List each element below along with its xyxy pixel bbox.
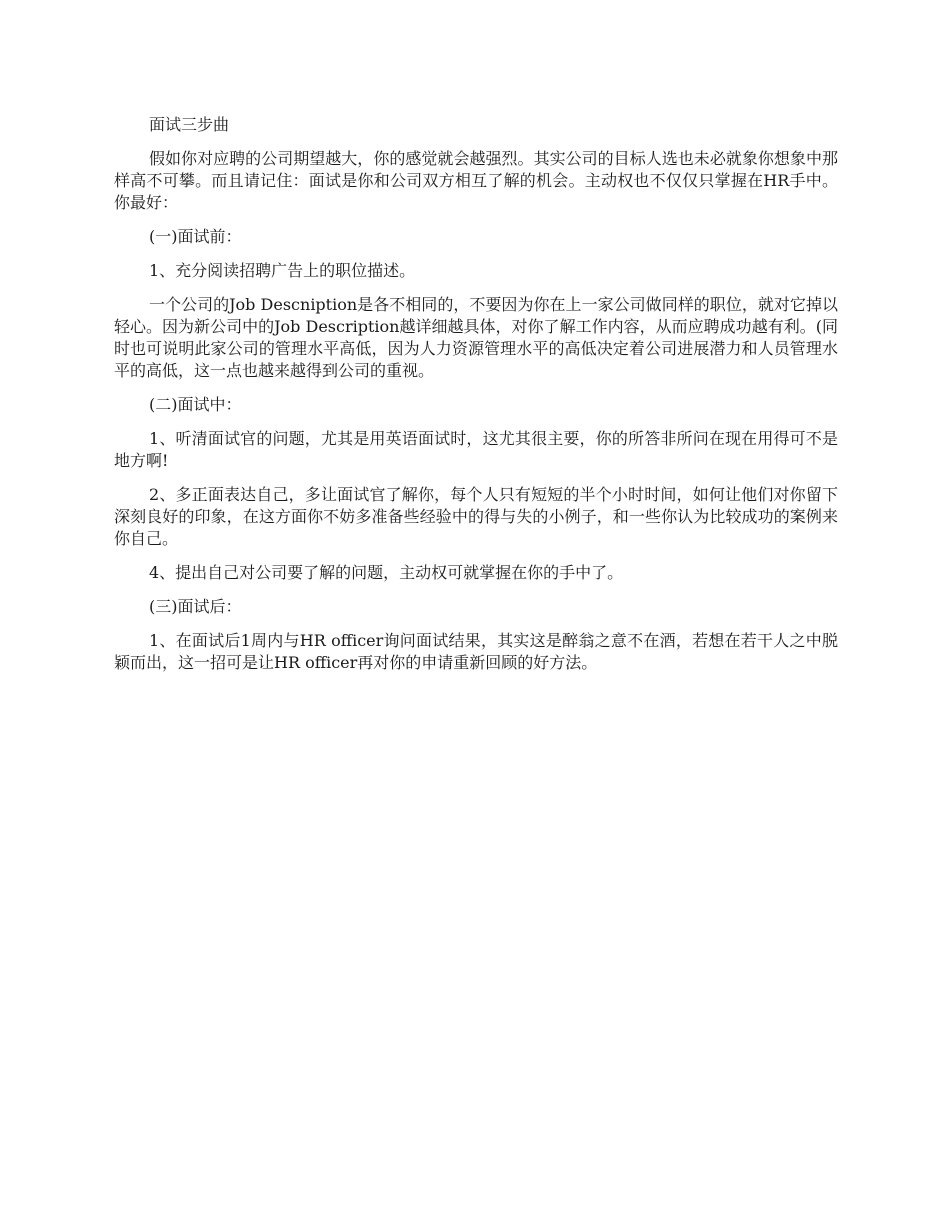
during-item-2: 2、多正面表达自己，多让面试官了解你，每个人只有短短的半个小时时间，如何让他们对你留下深刻良好的印象，在这方面你不妨多准备些经验中的得与失的小例子，和一些你认为比较成功的案例来你自己。 — [114, 485, 838, 548]
before-item-1: 1、充分阅读招聘广告上的职位描述。 — [149, 261, 416, 280]
section-heading-after: (三)面试后： — [149, 597, 242, 616]
intro-paragraph: 假如你对应聘的公司期望越大，你的感觉就会越强烈。其实公司的目标人选也未必就象你想象中那样高不可攀。而且请记住：面试是你和公司双方相互了解的机会。主动权也不仅仅只掌握在HR手中。你最好： — [114, 149, 838, 212]
during-item-1: 1、听清面试官的问题，尤其是用英语面试时，这尤其很主要，你的所答非所问在现在用得可不是地方啊! — [114, 429, 838, 470]
document-title: 面试三步曲 — [149, 115, 230, 134]
after-item-1: 1、在面试后1周内与HR officer询问面试结果，其实这是醉翁之意不在酒，若想在若干人之中脱颖而出，这一招可是让HR officer再对你的申请重新回顾的好方法。 — [114, 631, 838, 672]
section-heading-during: (二)面试中： — [149, 395, 242, 414]
before-item-1-detail: 一个公司的Job Descniption是各不相同的，不要因为你在上一家公司做同样的职位，就对它掉以轻心。因为新公司中的Job Description越详细越具体，对你了解工作内容，从而应聘成功越有利。(同时也可说明此家公司的管理水平高低，因为人力资源管理水平的高低决定着公司进展潜力和人员管理水平的高低，这一点也越来越得到公司的重视。 — [114, 295, 838, 380]
document-body — [114, 114, 838, 686]
section-heading-before: (一)面试前： — [149, 227, 242, 246]
during-item-4: 4、提出自己对公司要了解的问题，主动权可就掌握在你的手中了。 — [149, 563, 624, 582]
